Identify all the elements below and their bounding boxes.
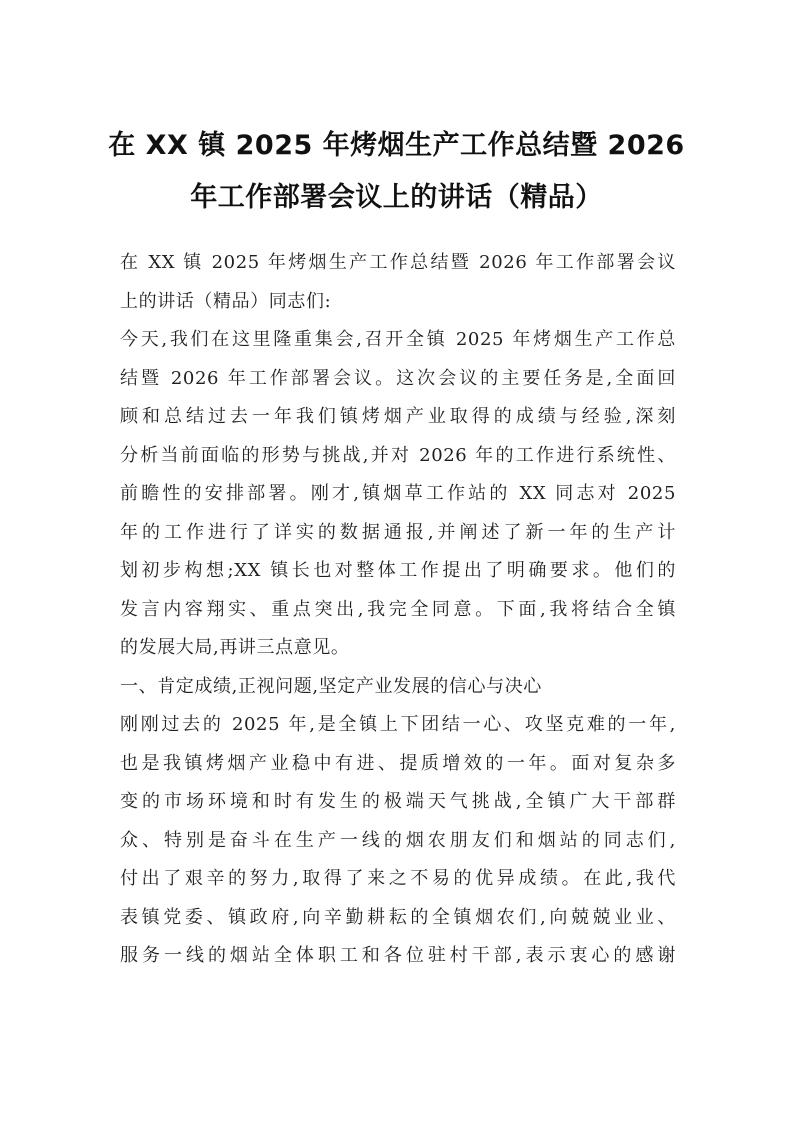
body-line: 刚刚过去的 2025 年,是全镇上下团结一心、攻坚克难的一年, — [120, 714, 676, 735]
body-line: 结暨 2026 年工作部署会议。这次会议的主要任务是,全面回 — [120, 367, 676, 389]
body-line: 划初步构想;XX 镇长也对整体工作提出了明确要求。他们的 — [120, 560, 676, 581]
body-line: 服务一线的烟站全体职工和各位驻村干部,表示衷心的感谢 — [120, 945, 676, 966]
body-line: 表镇党委、镇政府,向辛勤耕耘的全镇烟农们,向兢兢业业、 — [120, 906, 676, 928]
document-title — [96, 120, 697, 224]
body-line: 前瞻性的安排部署。刚才,镇烟草工作站的 XX 同志对 2025 — [120, 483, 676, 504]
body-line: 也是我镇烤烟产业稳中有进、提质增效的一年。面对复杂多 — [120, 752, 676, 774]
body-line: 付出了艰辛的努力,取得了来之不易的优异成绩。在此,我代 — [120, 868, 676, 889]
body-line: 今天,我们在这里隆重集会,召开全镇 2025 年烤烟生产工作总 — [120, 329, 676, 350]
body-line: 顾和总结过去一年我们镇烤烟产业取得的成绩与经验,深刻 — [120, 406, 676, 427]
title-line: 在 XX 镇 2025 年烤烟生产工作总结暨 2026 — [108, 130, 685, 161]
body-line: 众、特别是奋斗在生产一线的烟农朋友们和烟站的同志们, — [120, 829, 676, 851]
document-body — [120, 244, 676, 976]
body-line: 发言内容翔实、重点突出,我完全同意。下面,我将结合全镇 — [120, 598, 676, 620]
section-heading: 一、肯定成绩,正视问题,坚定产业发展的信心与决心 — [120, 675, 542, 697]
body-line: 年的工作进行了详实的数据通报,并阐述了新一年的生产计 — [120, 521, 676, 543]
title-line: 年工作部署会议上的讲话（精品） — [190, 182, 603, 213]
body-line: 上的讲话（精品）同志们: — [120, 290, 332, 312]
body-line: 变的市场环境和时有发生的极端天气挑战,全镇广大干部群 — [120, 791, 676, 812]
body-line: 分析当前面临的形势与挑战,并对 2026 年的工作进行系统性、 — [120, 444, 676, 466]
body-line: 的发展大局,再讲三点意见。 — [120, 637, 350, 658]
body-line: 在 XX 镇 2025 年烤烟生产工作总结暨 2026 年工作部署会议 — [120, 252, 676, 273]
